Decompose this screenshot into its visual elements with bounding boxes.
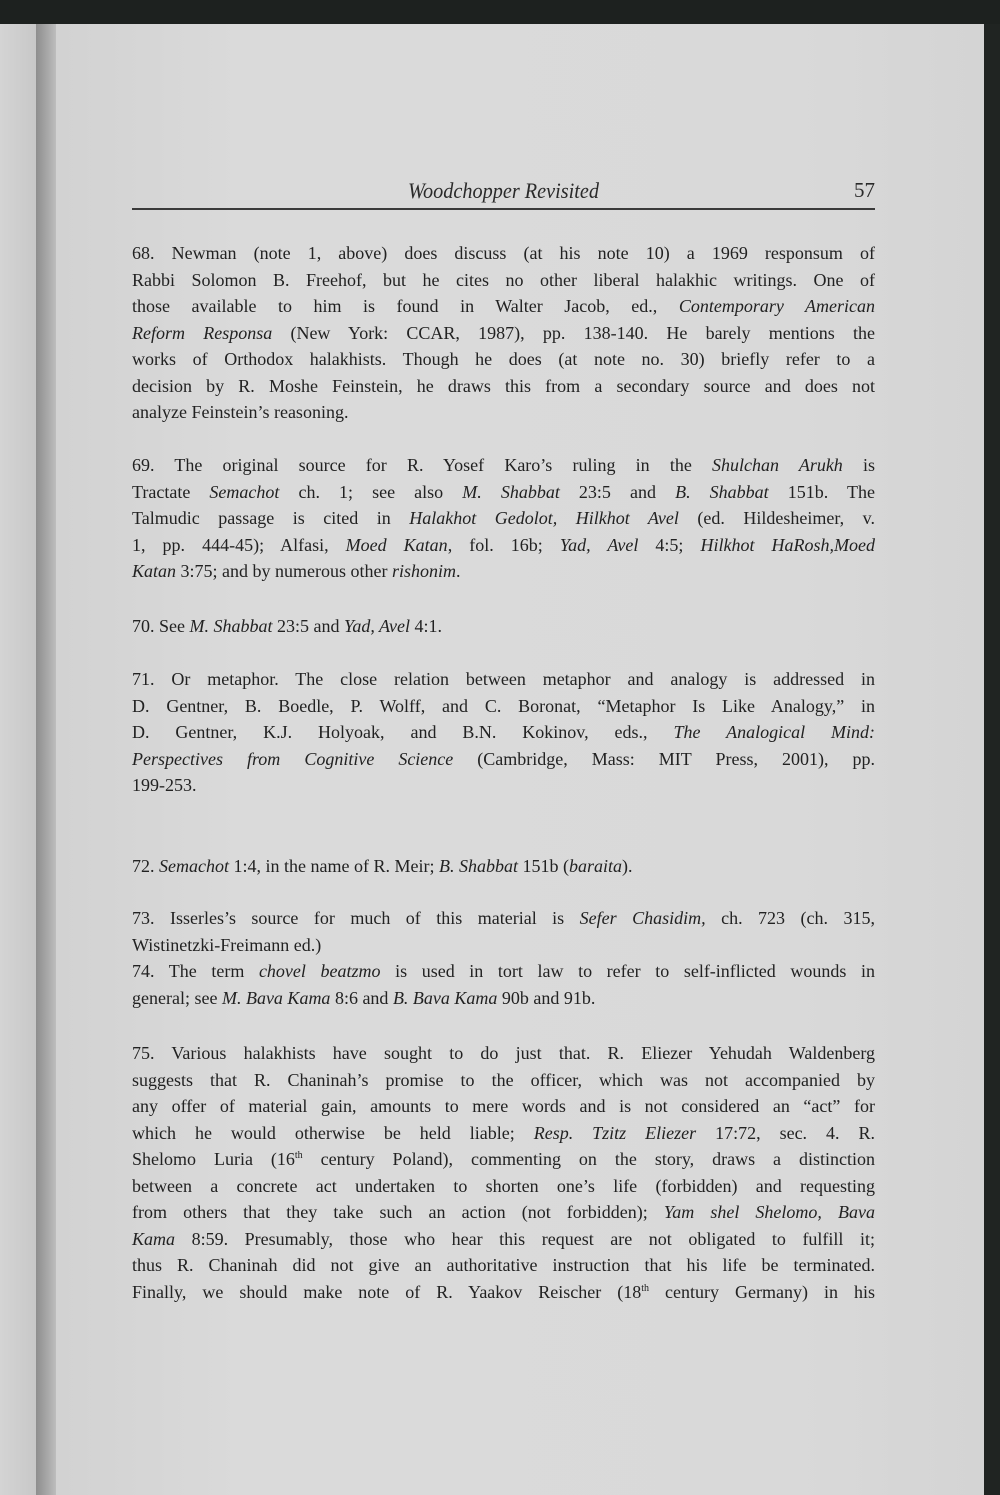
endnote	[132, 958, 875, 1011]
text-run: from others that they take such an action (not forbidden);	[132, 1202, 664, 1223]
text-line	[132, 399, 875, 426]
italic-citation: B. Shabbat	[438, 856, 518, 876]
text-run: 4:5;	[638, 534, 701, 555]
text-run: 72.	[132, 856, 159, 876]
text-run: 90b and 91b.	[497, 987, 596, 1008]
text-run: 71. Or metaphor. The close relation between metaphor and analogy is addressed in	[132, 669, 875, 689]
adjacent-page-edge	[0, 24, 36, 1495]
text-line	[132, 1093, 875, 1120]
text-run: between a concrete act undertaken to shorten one’s life (forbidden) and requesting	[132, 1175, 875, 1196]
italic-citation: Reform Responsa	[132, 322, 273, 343]
text-line	[132, 719, 875, 746]
text-run: Finally, we should make note of R. Yaakov Reischer (18	[132, 1281, 642, 1302]
text-run: 1, pp. 444-45); Alfasi,	[132, 534, 346, 555]
text-line	[132, 958, 875, 985]
text-line	[132, 1279, 875, 1306]
text-run: works of Orthodox halakhists. Though he does (at note no. 30) briefly refer to a	[132, 349, 875, 370]
italic-citation: Moed Katan	[345, 534, 448, 555]
text-run: decision by R. Moshe Feinstein, he draws this from a secondary source and does not	[132, 375, 875, 396]
italic-citation: baraita	[568, 856, 622, 876]
text-run: thus R. Chaninah did not give an authoritative instruction that his life be terminated.	[132, 1255, 875, 1276]
text-run: 68. Newman (note 1, above) does discuss (at his note 10) a 1969 responsum of	[132, 243, 875, 263]
endnote	[132, 666, 875, 799]
text-run: Rabbi Solomon B. Freehof, but he cites no other liberal halakhic writings. One of	[132, 269, 875, 290]
text-run: 151b (	[517, 856, 569, 876]
text-line	[132, 505, 875, 532]
text-line	[132, 558, 875, 585]
italic-citation: Yad, Avel	[559, 534, 639, 555]
text-line	[132, 932, 875, 959]
italic-citation: M. Shabbat	[462, 481, 560, 502]
text-line	[132, 613, 875, 640]
text-line	[132, 293, 875, 320]
text-run: Wistinetzki-Freimann ed.)	[132, 934, 322, 955]
endnote	[132, 452, 875, 585]
text-line	[132, 267, 875, 294]
text-run: 151b. The	[768, 481, 875, 502]
text-run: ).	[621, 856, 633, 876]
text-run: Talmudic passage is cited in	[132, 508, 410, 529]
endnote	[132, 905, 875, 958]
text-run: 23:5 and	[272, 616, 344, 636]
text-run: any offer of material gain, amounts to mere words and is not considered an “act” for	[132, 1096, 875, 1117]
italic-citation: Sefer Chasidim,	[579, 908, 706, 928]
italic-citation: Kama	[132, 1228, 176, 1249]
text-run: suggests that R. Chaninah’s promise to the officer, which was not accompanied by	[132, 1069, 875, 1090]
superscript: th	[641, 1282, 650, 1294]
text-line	[132, 1173, 875, 1200]
text-run: 23:5 and	[559, 481, 676, 502]
italic-citation: M. Shabbat	[189, 616, 273, 636]
text-run: (New York: CCAR, 1987), pp. 138-140. He barely mentions the	[272, 322, 875, 343]
text-line	[132, 905, 875, 932]
italic-citation: Perspectives from Cognitive Science	[132, 748, 454, 769]
text-run: 8:59. Presumably, those who hear this request are not obligated to fulfill it;	[175, 1228, 875, 1249]
text-run: .	[456, 561, 461, 582]
italic-citation: Resp. Tzitz Eliezer	[533, 1122, 697, 1143]
text-run: 199-253.	[132, 775, 197, 796]
text-run: ch. 1; see also	[279, 481, 463, 502]
text-run: , fol. 16b;	[447, 534, 560, 555]
text-run: 73. Isserles’s source for much of this material is	[132, 908, 580, 928]
italic-citation: Halakhot Gedolot, Hilkhot Avel	[409, 508, 679, 529]
text-line	[132, 1067, 875, 1094]
text-run: century Germany) in his	[649, 1281, 875, 1302]
text-run: D. Gentner, B. Boedle, P. Wolff, and C. Boronat, “Metaphor Is Like Analogy,” in	[132, 695, 875, 716]
text-line	[132, 666, 875, 693]
text-run: 69. The original source for R. Yosef Karo’s ruling in the	[132, 455, 712, 475]
text-line	[132, 1252, 875, 1279]
running-header	[132, 178, 875, 210]
text-run: 17:72, sec. 4. R.	[696, 1122, 876, 1143]
text-run: century Poland), commenting on the story, draws a distinction	[302, 1149, 875, 1170]
text-line	[132, 985, 875, 1012]
text-line	[132, 373, 875, 400]
text-run: 4:1.	[410, 616, 443, 636]
italic-citation: B. Bava Kama	[392, 987, 498, 1008]
text-line	[132, 320, 875, 347]
text-line	[132, 1146, 875, 1173]
text-line	[132, 693, 875, 720]
text-run: (ed. Hildesheimer, v.	[678, 508, 875, 529]
italic-citation: The Analogical Mind:	[673, 722, 875, 743]
text-run: 3:75; and by numerous other	[176, 561, 392, 582]
text-run: 75. Various halakhists have sought to do just that. R. Eliezer Yehudah Waldenberg	[132, 1043, 875, 1063]
italic-citation: Contemporary American	[678, 296, 875, 317]
text-run: ch. 723 (ch. 315,	[705, 908, 875, 928]
italic-citation: rishonim	[391, 561, 456, 582]
text-run: those available to him is found in Walter Jacob, ed.,	[132, 296, 679, 317]
italic-citation: Semachot	[209, 481, 280, 502]
text-run: is used in tort law to refer to self-inflicted wounds in	[380, 961, 875, 981]
text-line	[132, 1120, 875, 1147]
text-line	[132, 772, 875, 799]
text-line	[132, 452, 875, 479]
running-title: Woodchopper Revisited	[408, 178, 599, 203]
text-line	[132, 532, 875, 559]
text-line	[132, 853, 875, 880]
text-run: is	[842, 455, 875, 475]
text-line	[132, 746, 875, 773]
text-line	[132, 240, 875, 267]
text-run: Tractate	[132, 481, 210, 502]
page-number: 57	[854, 178, 875, 202]
italic-citation: Katan	[132, 561, 177, 582]
text-run: which he would otherwise be held liable;	[132, 1122, 534, 1143]
italic-citation: M. Bava Kama	[221, 987, 331, 1008]
italic-citation: Hilkhot HaRosh,Moed	[700, 534, 875, 555]
text-run: 8:6 and	[330, 987, 393, 1008]
book-gutter	[36, 24, 56, 1495]
text-run: (Cambridge, Mass: MIT Press, 2001), pp.	[453, 748, 875, 769]
italic-citation: Yad, Avel	[344, 616, 411, 636]
italic-citation: Shulchan Arukh	[711, 455, 843, 475]
text-line	[132, 1040, 875, 1067]
scan-background	[984, 24, 1000, 1495]
text-run: 1:4, in the name of R. Meir;	[228, 856, 439, 876]
text-line	[132, 479, 875, 506]
text-run: analyze Feinstein’s reasoning.	[132, 402, 349, 423]
text-run: general; see	[132, 987, 222, 1008]
text-run: 70. See	[132, 616, 190, 636]
text-line	[132, 1226, 875, 1253]
italic-citation: chovel beatzmo	[258, 961, 381, 981]
endnote	[132, 613, 875, 640]
text-run: D. Gentner, K.J. Holyoak, and B.N. Kokinov, eds.,	[132, 722, 674, 743]
text-run: Shelomo Luria (16	[132, 1149, 295, 1170]
text-line	[132, 346, 875, 373]
italic-citation: Semachot	[159, 856, 229, 876]
text-line	[132, 1199, 875, 1226]
text-run: 74. The term	[132, 961, 259, 981]
endnote	[132, 240, 875, 426]
italic-citation: B. Shabbat	[675, 481, 769, 502]
superscript: th	[294, 1150, 303, 1162]
italic-citation: Yam shel Shelomo, Bava	[663, 1202, 876, 1223]
endnote	[132, 853, 875, 880]
endnote	[132, 1040, 875, 1305]
